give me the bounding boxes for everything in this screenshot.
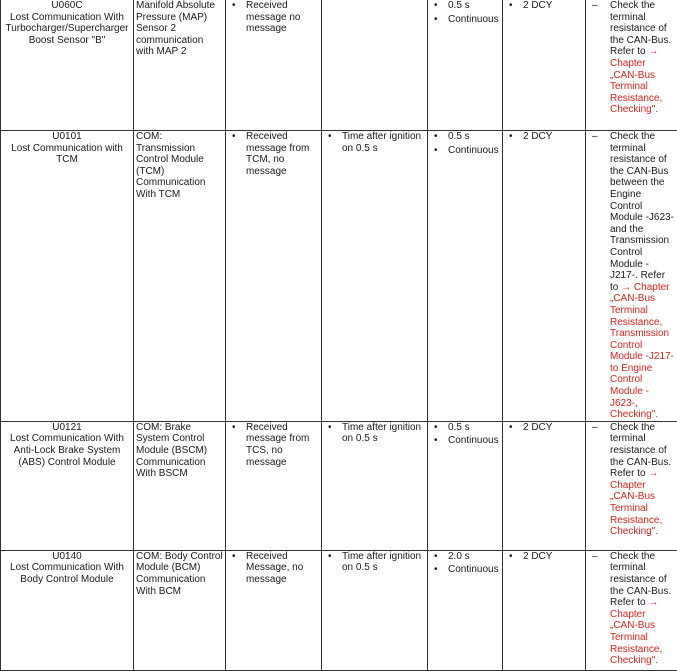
enable-cell	[322, 550, 428, 670]
condition-item: • Received message from TCS, no message	[228, 422, 319, 468]
enable-cell	[322, 131, 428, 422]
enable-item: • Time after ignition on 0.5 s	[324, 422, 425, 445]
description-cell: COM: Brake System Control Module (BSCM) Communication With BSCM	[134, 421, 226, 550]
time-item: • 2.0 s	[430, 551, 500, 563]
time-cell	[428, 421, 503, 550]
monitoring-item: • Continuous	[430, 145, 500, 157]
condition-item: • Received message no message	[228, 0, 319, 35]
dtc-code: U0140	[3, 551, 131, 563]
condition-item: • Received Message, no message	[228, 551, 319, 586]
arrow-right-icon: →	[648, 46, 658, 57]
table-row	[1, 421, 677, 550]
dcy-cell	[503, 131, 586, 422]
time-item: • 0.5 s	[430, 0, 500, 12]
remedy-dash: –	[588, 422, 610, 538]
arrow-right-icon: →	[648, 468, 658, 479]
condition-cell	[226, 0, 322, 131]
description-cell: Manifold Absolute Pressure (MAP) Sensor 2 communication with MAP 2	[134, 0, 226, 131]
remedy-cell	[586, 421, 677, 550]
dtc-code: U060C	[3, 0, 131, 12]
remedy-text: Check the terminal resistance of the CAN-Bus. Refer to	[610, 551, 671, 608]
enable-item: • Time after ignition on 0.5 s	[324, 551, 425, 574]
dcy-cell	[503, 550, 586, 670]
dtc-name: Lost Communication With Body Control Module	[3, 562, 131, 585]
dcy-item: • 2 DCY	[505, 422, 583, 434]
condition-cell	[226, 550, 322, 670]
chapter-link[interactable]: Chapter „CAN-Bus Terminal Resistance, Transmission Control Module -J217- to Engine Control Module -J623-, Checking".	[610, 282, 674, 421]
remedy-cell	[586, 131, 677, 422]
dcy-item: • 2 DCY	[505, 551, 583, 563]
dcy-item: • 2 DCY	[505, 131, 583, 143]
dtc-code-cell	[1, 0, 134, 131]
table-row	[1, 131, 677, 422]
remedy-text: Check the terminal resistance of the CAN-Bus. Refer to	[610, 0, 671, 57]
arrow-right-icon: →	[621, 282, 631, 293]
remedy-dash: –	[588, 0, 610, 116]
condition-item: • Received message from TCM, no message	[228, 131, 319, 177]
dcy-item: • 2 DCY	[505, 0, 583, 12]
dtc-code: U0121	[3, 422, 131, 434]
description-cell: COM: Body Control Module (BCM) Communication With BCM	[134, 550, 226, 670]
enable-item: • Time after ignition on 0.5 s	[324, 131, 425, 154]
time-item: • 0.5 s	[430, 422, 500, 434]
dtc-code-cell	[1, 421, 134, 550]
condition-cell	[226, 131, 322, 422]
dtc-code: U0101	[3, 131, 131, 143]
dtc-code-cell	[1, 550, 134, 670]
dcy-cell	[503, 0, 586, 131]
remedy-dash: –	[588, 551, 610, 667]
monitoring-item: • Continuous	[430, 564, 500, 576]
time-item: • 0.5 s	[430, 131, 500, 143]
monitoring-item: • Continuous	[430, 14, 500, 26]
remedy-text: Check the terminal resistance of the CAN-Bus. Refer to	[610, 422, 671, 479]
remedy-dash: –	[588, 131, 610, 421]
time-cell	[428, 0, 503, 131]
time-cell	[428, 131, 503, 422]
description-cell: COM: Transmission Control Module (TCM) Communication With TCM	[134, 131, 226, 422]
table-row	[1, 0, 677, 131]
remedy-cell	[586, 550, 677, 670]
dtc-code-cell	[1, 131, 134, 422]
remedy-text: Check the terminal resistance of the CAN-Bus between the Engine Control Module -J623- and the Transmission Control Module -J217-. Refer to	[610, 131, 674, 293]
chapter-link[interactable]: Chapter „CAN-Bus Terminal Resistance, Checking".	[610, 58, 662, 115]
table-row	[1, 550, 677, 670]
remedy-cell	[586, 0, 677, 131]
enable-cell	[322, 0, 428, 131]
monitoring-item: • Continuous	[430, 435, 500, 447]
condition-cell	[226, 421, 322, 550]
dcy-cell	[503, 421, 586, 550]
dtc-name: Lost Communication with TCM	[3, 143, 131, 166]
dtc-name: Lost Communication With Anti-Lock Brake System (ABS) Control Module	[3, 433, 131, 468]
enable-cell	[322, 421, 428, 550]
time-cell	[428, 550, 503, 670]
chapter-link[interactable]: Chapter „CAN-Bus Terminal Resistance, Checking".	[610, 480, 662, 537]
arrow-right-icon: →	[648, 597, 658, 608]
chapter-link[interactable]: Chapter „CAN-Bus Terminal Resistance, Checking".	[610, 609, 662, 666]
dtc-name: Lost Communication With Turbocharger/Supercharger Boost Sensor "B"	[3, 12, 131, 47]
